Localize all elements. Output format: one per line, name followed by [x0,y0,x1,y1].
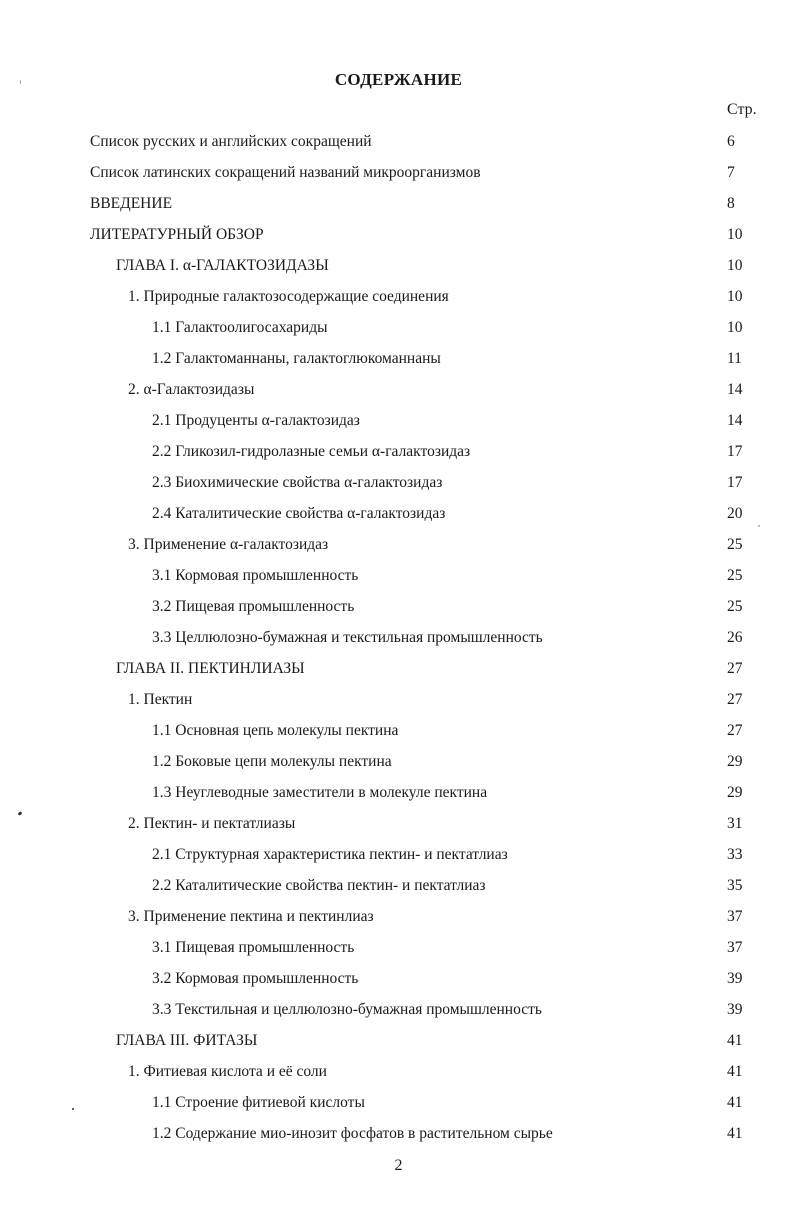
toc-entry [0,901,797,932]
toc-entry [0,157,797,188]
toc-entry-label: 1. Природные галактозосодержащие соединения [128,288,449,305]
toc-entry-label: 1.1 Галактоолигосахариды [152,319,328,336]
toc-entry-label: 2.1 Продуценты α-галактозидаз [152,412,360,429]
toc-entry [0,250,797,281]
toc-entry [0,498,797,529]
toc-entry-page: 33 [727,846,743,863]
toc-entry-label: Список латинских сокращений названий микроорганизмов [90,164,481,181]
toc-entry-label: 3. Применение α-галактозидаз [128,536,329,553]
toc-entry-label: 2.4 Каталитические свойства α-галактозидаз [152,505,446,522]
toc-entry-page: 10 [727,257,743,274]
toc-entry-label: 1.1 Строение фитиевой кислоты [152,1094,365,1111]
toc-entry-label: 1.1 Основная цепь молекулы пектина [152,722,399,739]
page-number: 2 [394,1157,403,1174]
toc-entry [0,839,797,870]
toc-entry-page: 35 [727,877,743,894]
toc-entry-label: 1.2 Галактоманнаны, галактоглюкоманнаны [152,350,441,367]
toc-entry [0,777,797,808]
toc-entry [0,715,797,746]
toc-entry-page: 10 [727,226,743,243]
toc-entry [0,963,797,994]
toc-entry-page: 14 [727,412,743,429]
toc-entry-page: 29 [727,753,743,770]
toc-entry [0,746,797,777]
toc-entry-page: 25 [727,598,743,615]
toc-entry [0,436,797,467]
toc-entry [0,405,797,436]
toc-entry-page: 39 [727,1001,743,1018]
toc-entry [0,1025,797,1056]
toc-entry-page: 17 [727,443,743,460]
toc-entry [0,343,797,374]
toc-entry-page: 14 [727,381,743,398]
toc-entry-label: 1. Фитиевая кислота и её соли [128,1063,327,1080]
toc-entry [0,1118,797,1149]
scan-speck [758,525,760,527]
toc-entry-label: 3.3 Целлюлозно-бумажная и текстильная промышленность [152,629,543,646]
toc-entry-page: 27 [727,691,743,708]
toc-entry-label: 3.2 Кормовая промышленность [152,970,359,987]
toc-entry [0,1087,797,1118]
toc-entry [0,684,797,715]
toc-entry-page: 10 [727,288,743,305]
toc-entry-label: ЛИТЕРАТУРНЫЙ ОБЗОР [90,226,264,243]
toc-entry-page: 39 [727,970,743,987]
scan-speck [20,80,21,84]
toc-entry-label: 2.2 Гликозил-гидролазные семьи α-галактозидаз [152,443,471,460]
toc-entry-page: 29 [727,784,743,801]
toc-entry-label: 3. Применение пектина и пектинлиаз [128,908,374,925]
toc-entry-page: 37 [727,908,743,925]
toc-entry-label: 2.3 Биохимические свойства α-галактозидаз [152,474,443,491]
toc-entry [0,281,797,312]
toc-entry [0,932,797,963]
toc-entry-label: 3.1 Кормовая промышленность [152,567,359,584]
toc-entry-label: 2. α-Галактозидазы [128,381,255,398]
toc-entry [0,560,797,591]
page-title: СОДЕРЖАНИЕ [334,70,463,89]
toc-entry-page: 41 [727,1032,743,1049]
toc-entry-page: 17 [727,474,743,491]
toc-entry-label: 2.1 Структурная характеристика пектин- и пектатлиаз [152,846,508,863]
toc-entry-label: 1.2 Боковые цепи молекулы пектина [152,753,392,770]
toc-entry [0,312,797,343]
toc-entry [0,808,797,839]
toc-entry-page: 41 [727,1125,743,1142]
toc-entry-label: 1.2 Содержание мио-инозит фосфатов в растительном сырье [152,1125,553,1142]
toc-entry-label: ГЛАВА I. α-ГАЛАКТОЗИДАЗЫ [116,257,329,274]
toc-entry-page: 20 [727,505,743,522]
toc-entry [0,219,797,250]
toc-entry-page: 41 [727,1063,743,1080]
page-column-header: Стр. [727,101,757,118]
toc-entry-label: 3.2 Пищевая промышленность [152,598,355,615]
toc-entry-page: 27 [727,722,743,739]
toc-entry-label: Список русских и английских сокращений [90,133,372,150]
toc-entry [0,126,797,157]
toc-entry-label: 1. Пектин [128,691,193,708]
scan-speck [72,1108,74,1110]
toc-entry [0,374,797,405]
toc-entry [0,870,797,901]
toc-entry-label: 1.3 Неуглеводные заместители в молекуле пектина [152,784,488,801]
toc-entry-page: 27 [727,660,743,677]
toc-entry-label: 3.3 Текстильная и целлюлозно-бумажная промышленность [152,1001,542,1018]
toc-entry-page: 11 [727,350,742,367]
toc-entry-label: ГЛАВА II. ПЕКТИНЛИАЗЫ [116,660,305,677]
toc-entry-label: 2.2 Каталитические свойства пектин- и пектатлиаз [152,877,486,894]
toc-entry [0,591,797,622]
toc-entry-label: ГЛАВА III. ФИТАЗЫ [116,1032,258,1049]
toc-entry [0,994,797,1025]
toc-entry-page: 26 [727,629,743,646]
toc-entry-page: 25 [727,536,743,553]
toc-entry [0,467,797,498]
table-of-contents [0,126,797,1149]
toc-entry-label: 2. Пектин- и пектатлиазы [128,815,296,832]
toc-entry [0,529,797,560]
toc-entry-page: 8 [727,195,735,212]
toc-entry-page: 41 [727,1094,743,1111]
toc-entry [0,653,797,684]
toc-entry [0,622,797,653]
toc-entry-page: 37 [727,939,743,956]
toc-entry-page: 7 [727,164,735,181]
toc-entry [0,1056,797,1087]
toc-entry-page: 10 [727,319,743,336]
toc-entry [0,188,797,219]
toc-entry-page: 6 [727,133,735,150]
toc-entry-page: 31 [727,815,743,832]
toc-entry-label: ВВЕДЕНИЕ [90,195,173,212]
toc-entry-label: 3.1 Пищевая промышленность [152,939,355,956]
toc-entry-page: 25 [727,567,743,584]
